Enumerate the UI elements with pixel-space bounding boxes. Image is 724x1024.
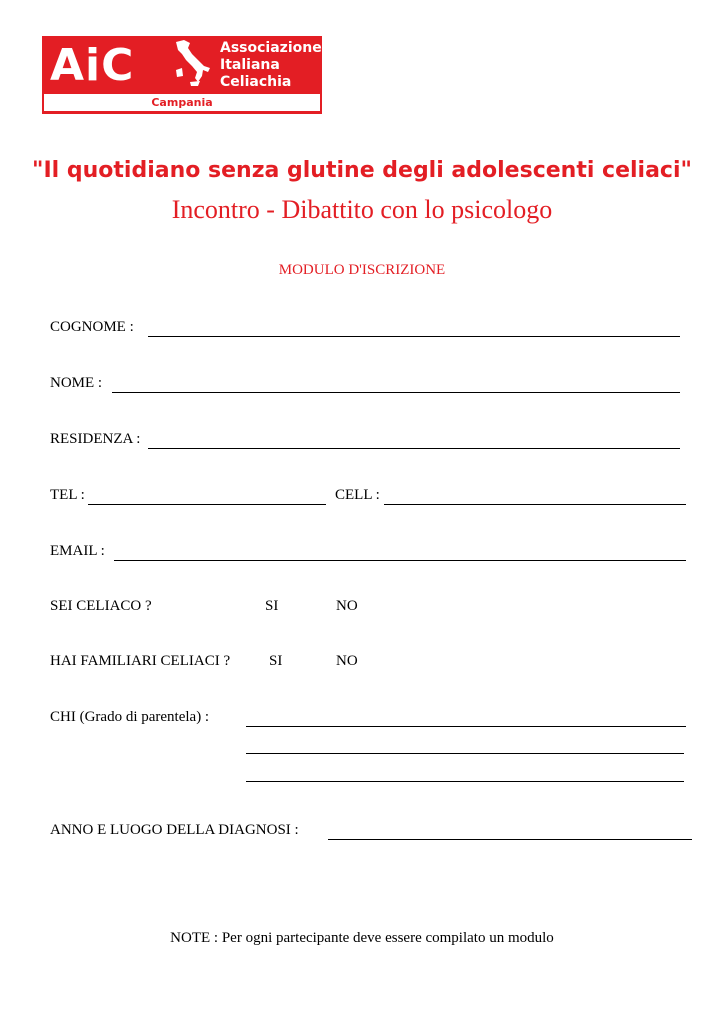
cell-label: CELL : <box>335 487 380 503</box>
chi-label: CHI (Grado di parentela) : <box>50 709 210 725</box>
logo-brand: AiC <box>50 40 135 91</box>
cognome-label: COGNOME : <box>50 319 134 335</box>
anno-luogo-field[interactable] <box>328 839 692 840</box>
hai-familiari-si-option[interactable]: SI <box>269 653 283 669</box>
anno-luogo-label: ANNO E LUOGO DELLA DIAGNOSI : <box>50 822 299 838</box>
note-text: NOTE : Per ogni partecipante deve essere compilato un modulo <box>170 930 554 946</box>
email-label: EMAIL : <box>50 543 105 559</box>
event-subtitle: Incontro - Dibattito con lo psicologo <box>171 195 553 224</box>
hai-familiari-no-option[interactable]: NO <box>336 653 358 669</box>
event-title: "Il quotidiano senza glutine degli adolescenti celiaci" <box>32 158 692 183</box>
tel-label: TEL : <box>50 487 85 503</box>
logo-org-line2: Italiana <box>220 57 280 73</box>
italy-map-icon <box>170 38 214 88</box>
chi-field-line-3[interactable] <box>246 781 684 782</box>
chi-field-line-1[interactable] <box>246 726 686 727</box>
aic-logo <box>42 36 322 114</box>
residenza-field[interactable] <box>148 448 680 449</box>
logo-org-line1: Associazione <box>220 40 322 56</box>
sei-celiaco-label: SEI CELIACO ? <box>50 598 152 614</box>
sei-celiaco-si-option[interactable]: SI <box>265 598 279 614</box>
email-field[interactable] <box>114 560 686 561</box>
nome-label: NOME : <box>50 375 103 391</box>
hai-familiari-label: HAI FAMILIARI CELIACI ? <box>50 653 231 669</box>
logo-org-name <box>220 40 322 91</box>
cognome-field[interactable] <box>148 336 680 337</box>
chi-field-line-2[interactable] <box>246 753 684 754</box>
logo-org-line3: Celiachia <box>220 74 292 90</box>
cell-field[interactable] <box>384 504 686 505</box>
nome-field[interactable] <box>112 392 680 393</box>
logo-region: Campania <box>44 94 320 111</box>
sei-celiaco-no-option[interactable]: NO <box>336 598 358 614</box>
tel-field[interactable] <box>88 504 326 505</box>
residenza-label: RESIDENZA : <box>50 431 141 447</box>
form-heading: MODULO D'ISCRIZIONE <box>278 262 446 278</box>
